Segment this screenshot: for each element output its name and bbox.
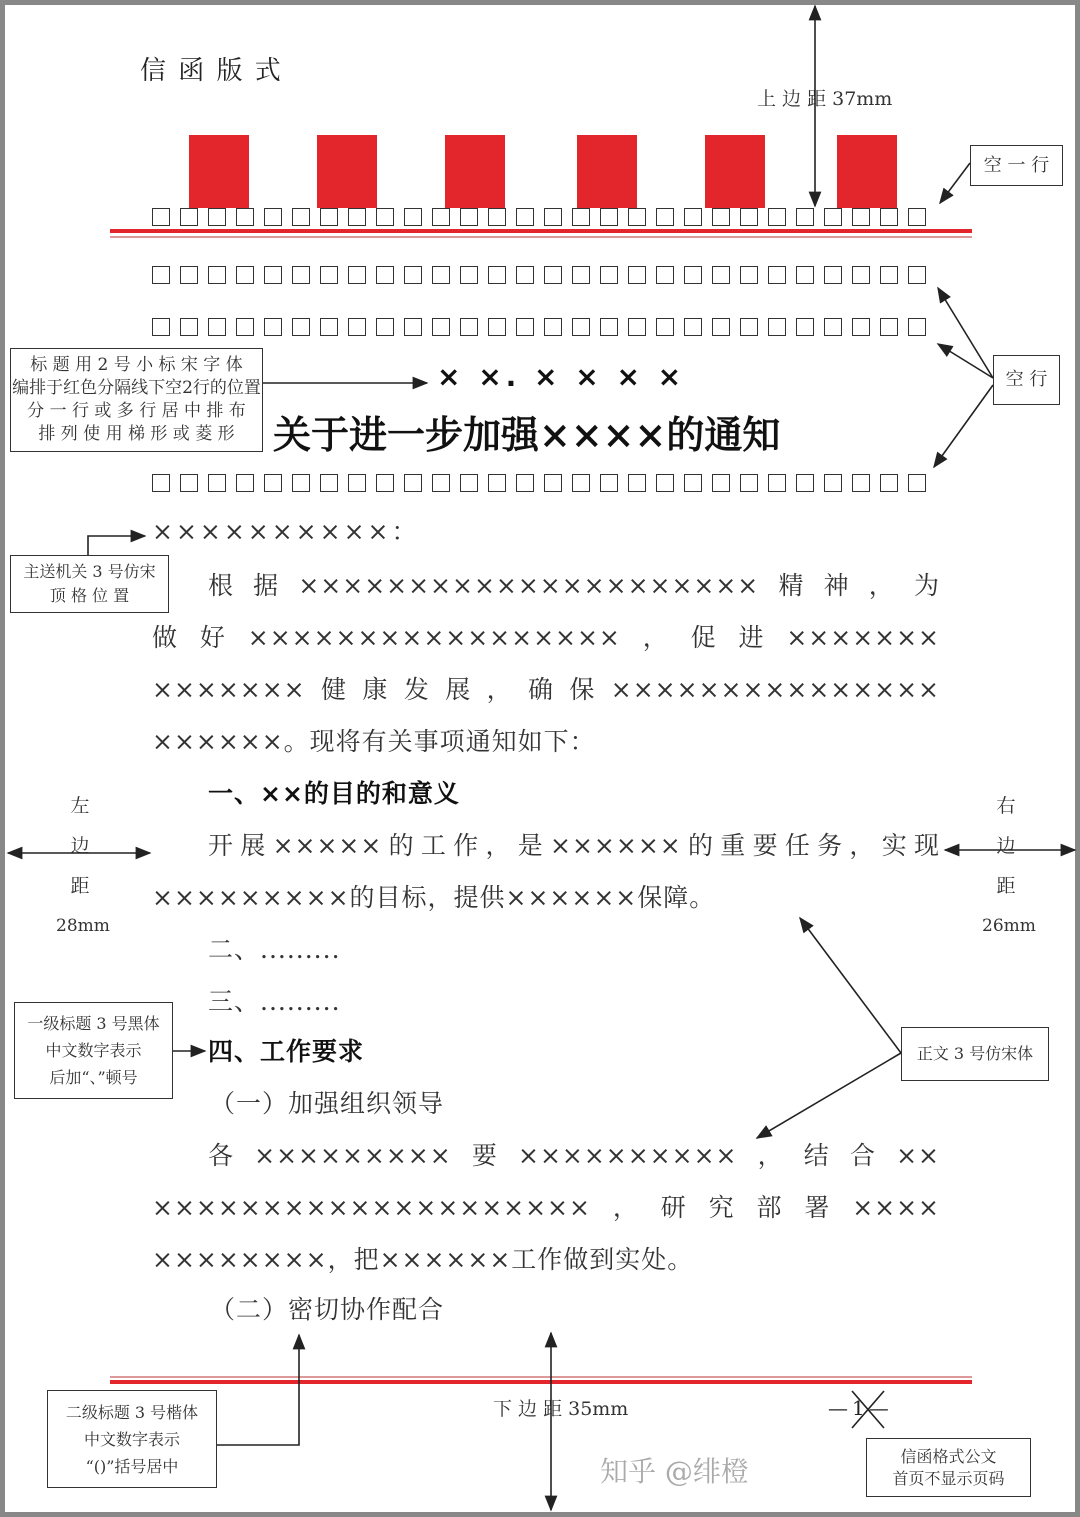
body-line: ××××××××，把××××××工作做到实处。	[152, 1245, 694, 1274]
body-line: ×××××××健康发展，确保×××××××××××××××	[152, 675, 940, 704]
level1-heading: 一、××的目的和意义	[208, 779, 460, 808]
title-note: 标 题 用 2 号 小 标 宋 字 体 编排于红色分隔线下空2行的位置 分 一 行 或 多 行 居 中 排 布 排 列 使 用 梯 形 或 菱 形	[10, 348, 263, 452]
level1-heading: 四、工作要求	[208, 1037, 365, 1066]
page-heading: 信 函 版 式	[140, 56, 283, 86]
watermark: 知乎 @绯橙	[600, 1455, 749, 1488]
page-number: —1—	[828, 1396, 893, 1420]
doc-number: × ×. × × × ×	[437, 360, 686, 393]
body-line: 做好×××××××××××××××××，促进×××××××	[152, 623, 940, 652]
level1-note: 一级标题 3 号黑体 中文数字表示 后加“、”顿号	[14, 1002, 173, 1099]
recipient-note: 主送机关 3 号仿宋 顶 格 位 置	[10, 555, 169, 613]
body-line: 开展×××××的工作，是××××××的重要任务，实现	[208, 831, 940, 860]
right-margin-label: 右 边 距 26mm	[982, 795, 1036, 936]
blank-one-line-note: 空 一 行	[970, 145, 1063, 186]
recipient-line: ××××××××××：	[152, 517, 420, 546]
body-line: 各×××××××××要××××××××××，结合××	[208, 1141, 940, 1170]
level1-heading: 三、.........	[208, 987, 341, 1016]
body-font-note: 正文 3 号仿宋体	[901, 1027, 1049, 1081]
top-margin-label: 上 边 距 37mm	[757, 88, 893, 110]
document-title: 关于进一步加强××××的通知	[273, 412, 781, 457]
first-page-note: 信函格式公文 首页不显示页码	[866, 1438, 1031, 1497]
level2-heading: （二）密切协作配合	[210, 1295, 445, 1324]
body-line: ×××××××××的目标，提供××××××保障。	[152, 883, 716, 912]
level2-heading: （一）加强组织领导	[210, 1089, 445, 1118]
level1-heading: 二、.........	[208, 935, 341, 964]
left-margin-label: 左 边 距 28mm	[56, 795, 110, 936]
body-line: ××××××。现将有关事项通知如下：	[152, 727, 596, 756]
blank-lines-note: 空 行	[993, 355, 1060, 405]
body-line: 根据×××××××××××××××××××××精神，为	[208, 571, 940, 600]
bottom-margin-label: 下 边 距 35mm	[493, 1398, 629, 1420]
level2-note: 二级标题 3 号楷体 中文数字表示 “()”括号居中	[47, 1390, 217, 1488]
body-line: ××××××××××××××××××××，研究部署××××	[152, 1193, 940, 1222]
